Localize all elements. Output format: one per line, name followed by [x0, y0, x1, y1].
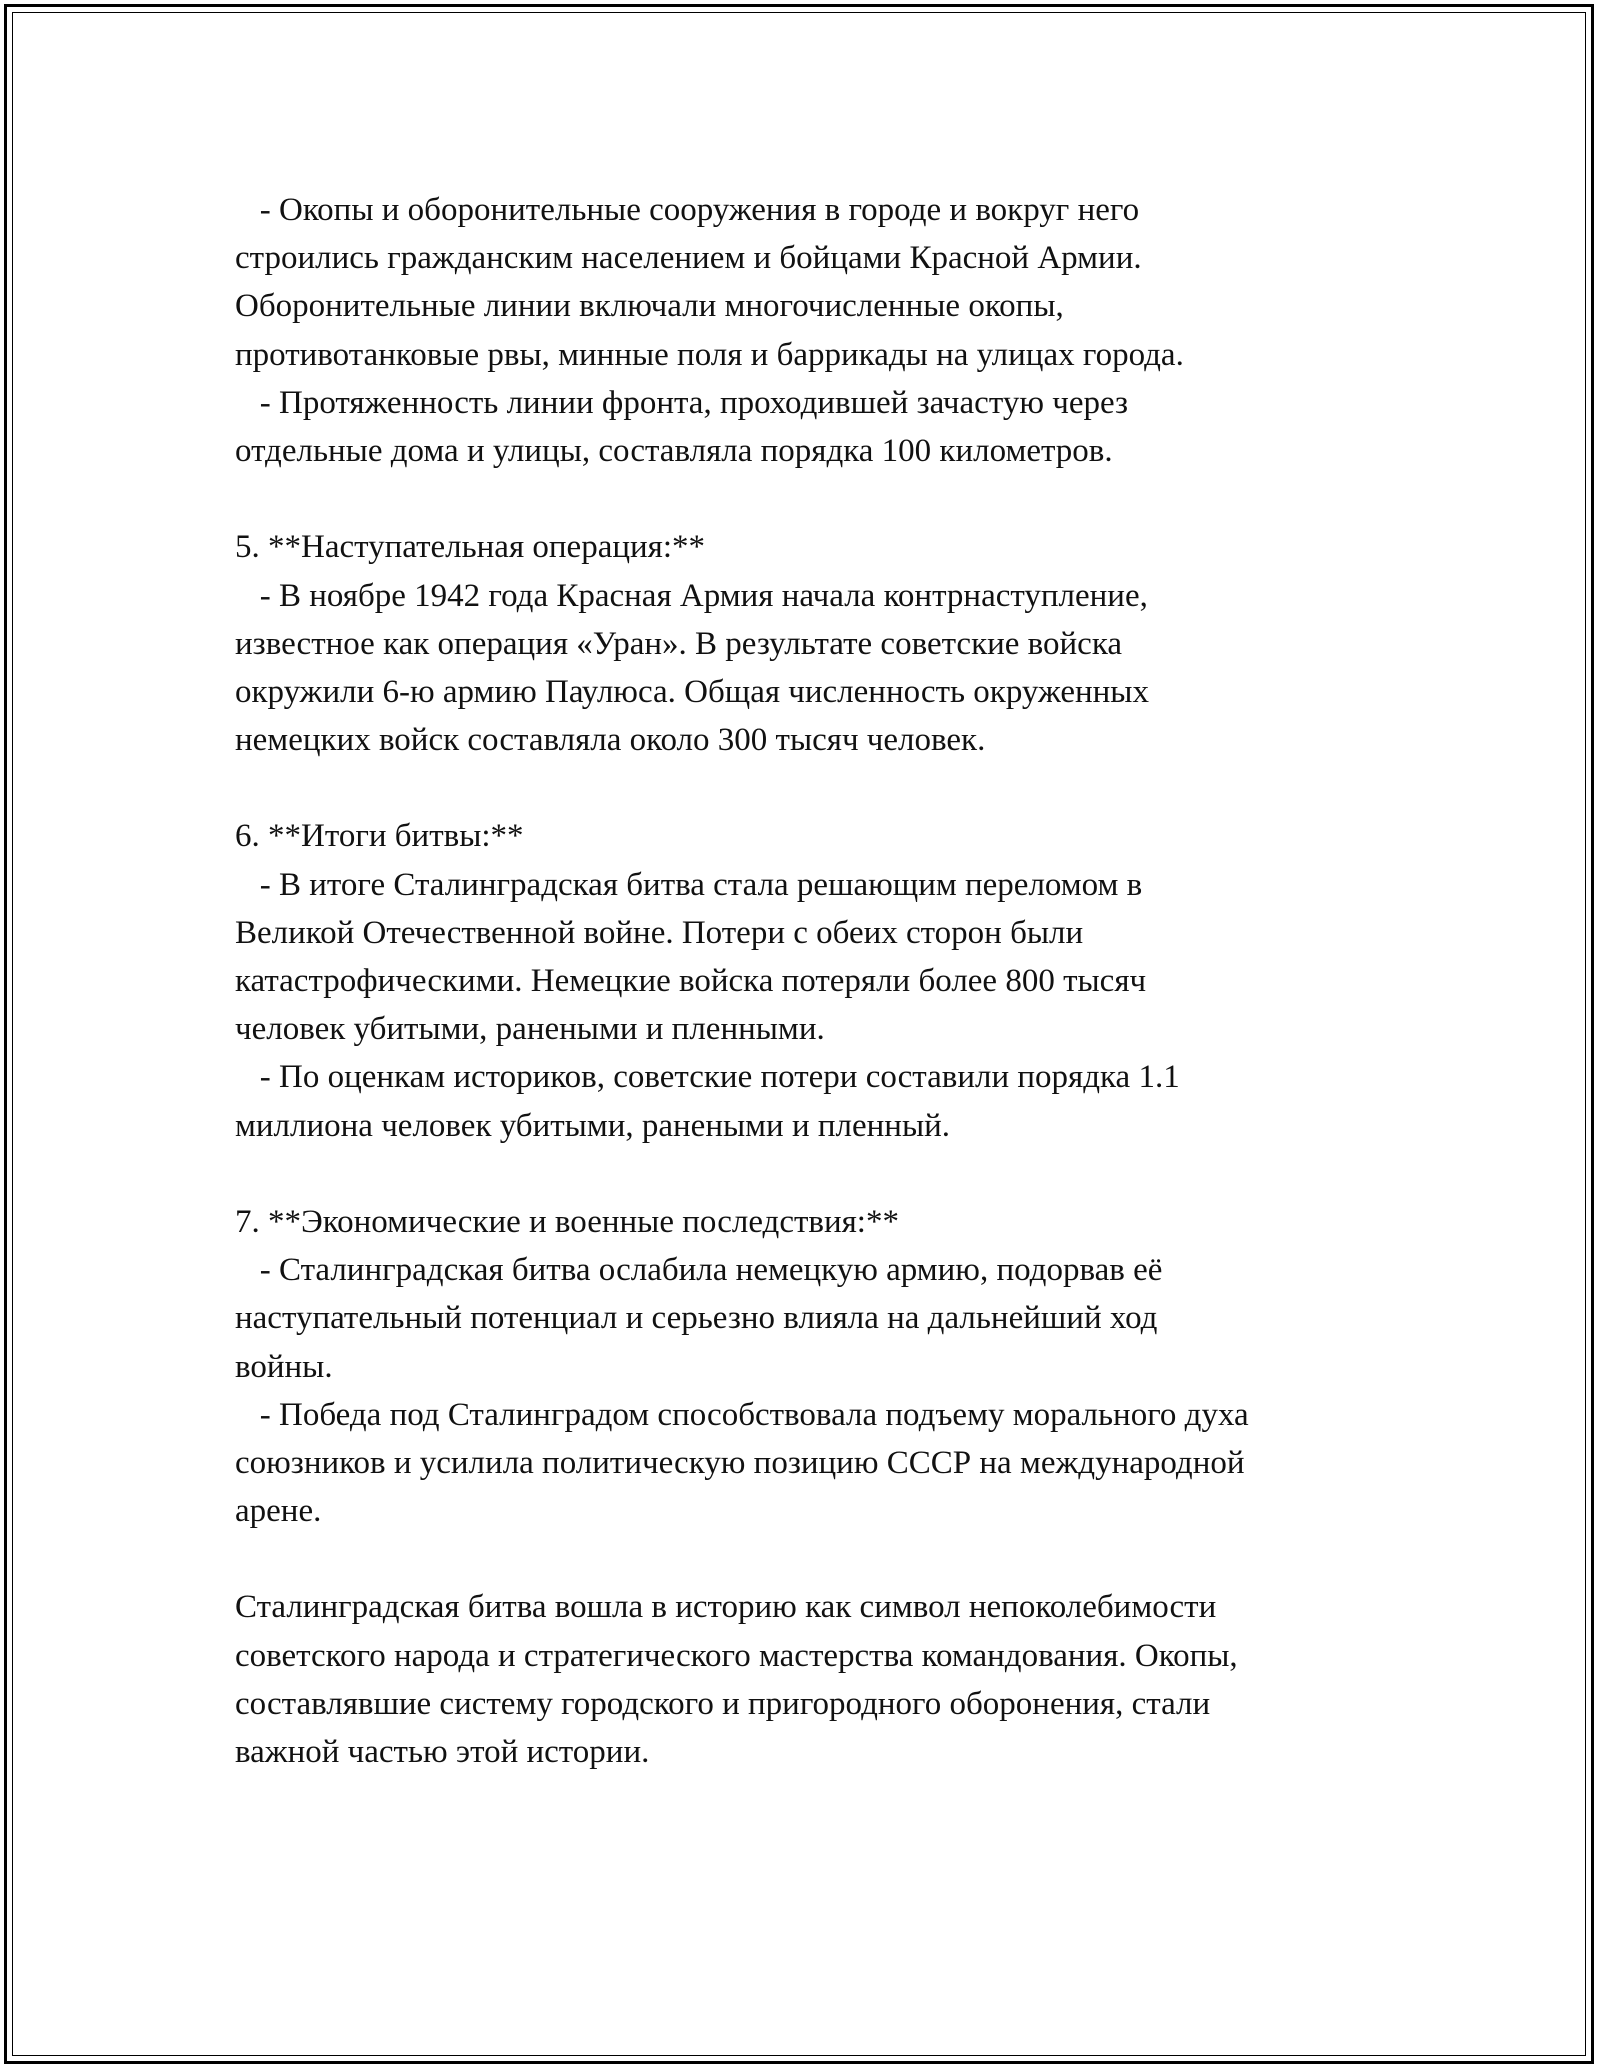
text-line: войны.: [235, 1348, 333, 1385]
text-line: - В итоге Сталинградская битва стала решающим переломом в: [235, 866, 1143, 903]
text-line: Великой Отечественной войне. Потери с обеих сторон были: [235, 914, 1084, 951]
blank-line: [235, 1535, 1375, 1583]
text-line: наступательный потенциал и серьезно влияла на дальнейший ход: [235, 1300, 1158, 1337]
text-line: - Протяженность линии фронта, проходившей зачастую через: [235, 384, 1129, 421]
text-line: противотанковые рвы, минные поля и баррикады на улицах города.: [235, 336, 1184, 373]
text-line: известное как операция «Уран». В результате советские войска: [235, 625, 1123, 662]
text-line: окружили 6-ю армию Паулюса. Общая численность окруженных: [235, 673, 1149, 710]
text-line: арене.: [235, 1493, 322, 1530]
text-line: союзников и усилила политическую позицию СССР на международной: [235, 1444, 1245, 1481]
blank-line: [235, 475, 1375, 523]
text-line: Оборонительные линии включали многочисленные окопы,: [235, 288, 1064, 325]
conclusion-line: важной частью этой истории.: [235, 1734, 650, 1770]
text-line: катастрофическими. Немецкие войска потеряли более 800 тысяч: [235, 963, 1147, 999]
text-line: строились гражданским населением и бойцами Красной Армии.: [235, 240, 1142, 277]
conclusion-line: составлявшие систему городского и пригородного оборонения, стали: [235, 1685, 1211, 1722]
text-line: немецких войск составляла около 300 тысяч человек.: [235, 722, 986, 759]
document-body: [235, 186, 1375, 1776]
text-line: миллиона человек убитыми, ранеными и пленный.: [235, 1107, 951, 1144]
section-heading-7: 7. **Экономические и военные последствия:**: [235, 1203, 899, 1240]
conclusion-line: Сталинградская битва вошла в историю как символ непоколебимости: [235, 1589, 1217, 1626]
blank-line: [235, 1150, 1375, 1198]
section-heading-5: 5. **Наступательная операция:**: [235, 529, 706, 566]
text-line: человек убитыми, ранеными и пленными.: [235, 1011, 825, 1048]
text-line: - В ноябре 1942 года Красная Армия начала контрнаступление,: [235, 577, 1148, 614]
blank-line: [235, 764, 1375, 812]
text-line: - По оценкам историков, советские потери составили порядка 1.1: [235, 1059, 1180, 1096]
text-line: - Победа под Сталинградом способствовала подъему морального духа: [235, 1396, 1249, 1433]
text-line: отдельные дома и улицы, составляла порядка 100 километров.: [235, 432, 1113, 469]
text-line: - Окопы и оборонительные сооружения в городе и вокруг него: [235, 192, 1140, 228]
text-line: - Сталинградская битва ослабила немецкую армию, подорвав её: [235, 1252, 1163, 1289]
section-heading-6: 6. **Итоги битвы:**: [235, 818, 524, 855]
conclusion-line: советского народа и стратегического мастерства командования. Окопы,: [235, 1637, 1238, 1674]
